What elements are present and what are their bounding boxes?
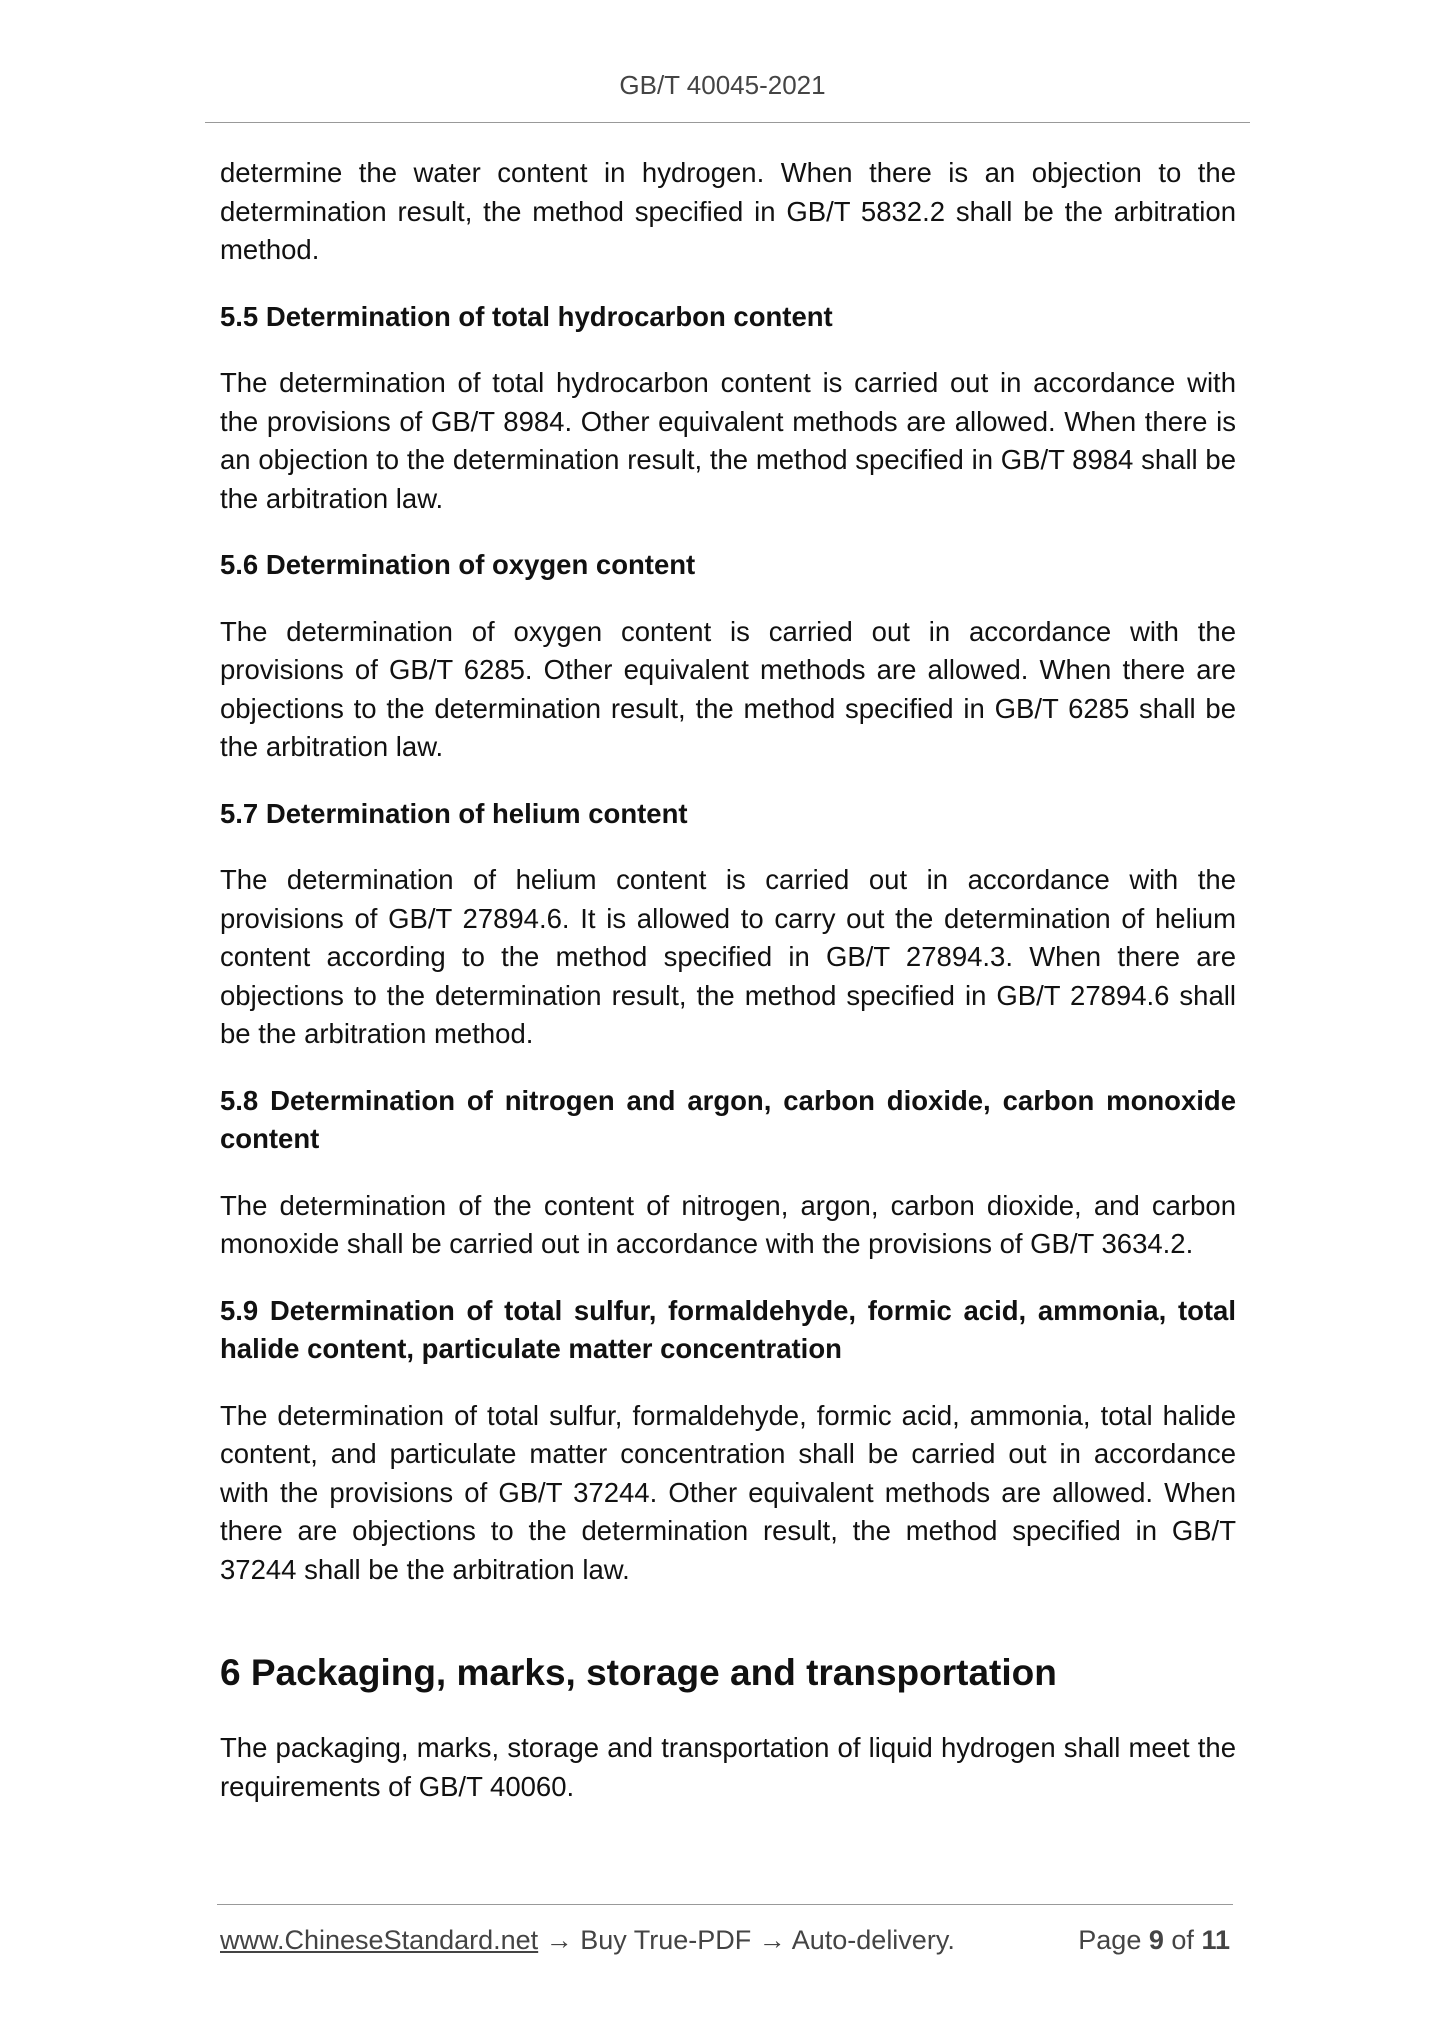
footer-divider [217,1904,1233,1905]
section-6-text: The packaging, marks, storage and transportation of liquid hydrogen shall meet the requirements of GB/T 40060. [220,1732,1236,1802]
section-5-8-text: The determination of the content of nitrogen, argon, carbon dioxide, and carbon monoxide shall be carried out in accordance with the provisions of GB/T 3634.2. [220,1189,1236,1259]
website-link[interactable]: www.ChineseStandard.net [220,1925,539,1955]
header-divider [205,122,1250,123]
page-number [1078,1925,1230,1956]
page-label: Page [1078,1925,1142,1955]
intro-paragraph: determine the water content in hydrogen. When there is an objection to the determination result, the method specified in GB/T 5832.2 shall be the arbitration method. [220,157,1236,265]
section-5-9-text: The determination of total sulfur, formaldehyde, formic acid, ammonia, total halide content, and particulate matter concentration shall be carried out in accordance with the provisions of GB/T 37244. Other equivalent methods are allowed. When there are objections to the determination result, the method specified in GB/T 37244 shall be the arbitration law. [220,1399,1236,1585]
section-6-heading: 6 Packaging, marks, storage and transportation [220,1652,1057,1693]
page-total: 11 [1201,1925,1230,1955]
page-current: 9 [1148,1925,1164,1955]
section-5-6-text: The determination of oxygen content is carried out in accordance with the provisions of GB/T 6285. Other equivalent methods are allowed. When there are objections to the determination result, the method specified in GB/T 6285 shall be the arbitration law. [220,615,1236,762]
document-body [220,154,1236,1834]
footer-promo [220,1925,955,1956]
page-header: GB/T 40045-2021 [619,70,826,100]
section-5-9-heading: 5.9 Determination of total sulfur, formaldehyde, formic acid, ammonia, total halide content, particulate matter concentration [220,1294,1236,1364]
section-5-5-heading: 5.5 Determination of total hydrocarbon content [220,300,833,332]
section-5-7-heading: 5.7 Determination of helium content [220,797,688,829]
section-5-8-heading: 5.8 Determination of nitrogen and argon, carbon dioxide, carbon monoxide content [220,1084,1236,1154]
section-5-5-text: The determination of total hydrocarbon content is carried out in accordance with the provisions of GB/T 8984. Other equivalent methods are allowed. When there is an objection to the determination result, the method specified in GB/T 8984 shall be the arbitration law. [220,367,1236,514]
section-5-6-heading: 5.6 Determination of oxygen content [220,549,696,580]
page-of: of [1171,1925,1194,1955]
footer-tagline: → Buy True-PDF → Auto-delivery. [538,1925,955,1955]
section-5-7-text: The determination of helium content is carried out in accordance with the provisions of GB/T 27894.6. It is allowed to carry out the determination of helium content according to the method specified in GB/T 27894.3. When there are objections to the determination result, the method specified in GB/T 27894.6 shall be the arbitration method. [220,864,1236,1049]
